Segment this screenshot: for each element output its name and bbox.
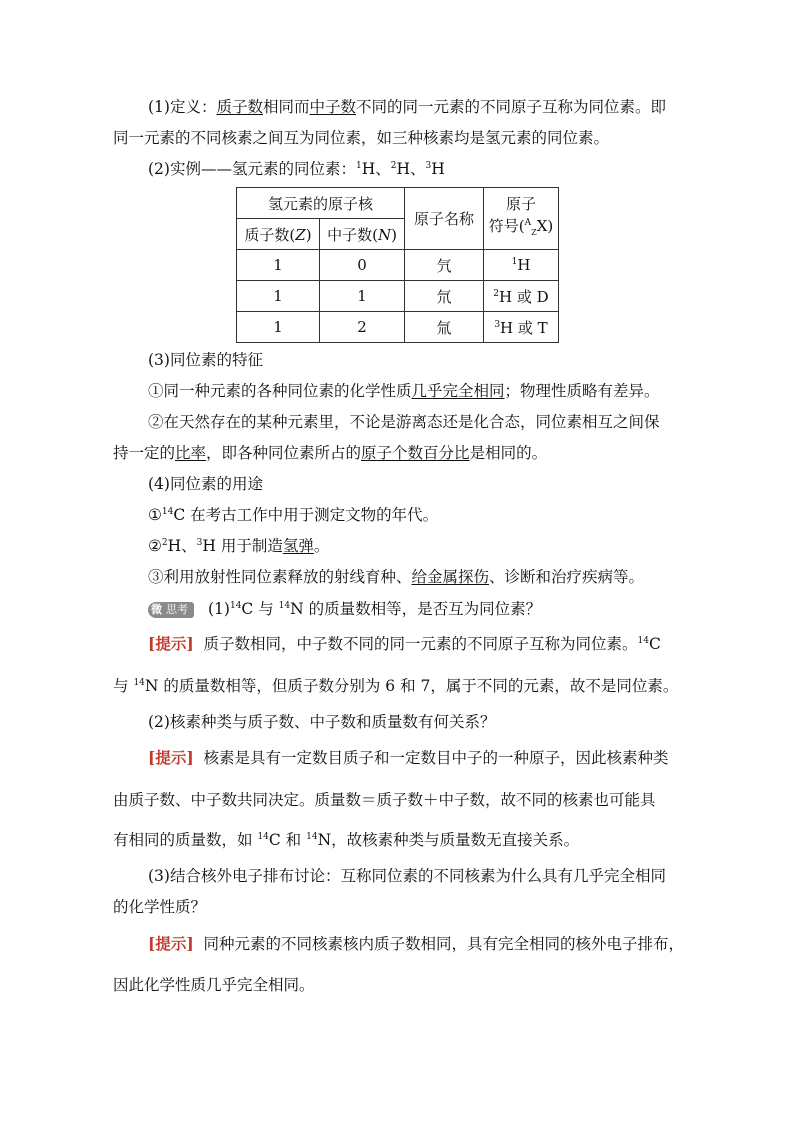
use-2 bbox=[148, 536, 718, 556]
answer-1-line2-pre: 与 bbox=[113, 677, 134, 695]
answer-2-line3-pre: 有相同的质量数，如 bbox=[113, 831, 258, 849]
cell-symbol bbox=[484, 281, 559, 312]
header-proton-count bbox=[237, 219, 320, 250]
table-row bbox=[237, 281, 559, 312]
use-3-underline: 给金属探伤 bbox=[411, 568, 490, 586]
answer-2-line3-post: N，故核素种类与质量数无直接关系。 bbox=[317, 831, 580, 849]
tip-label: [提示] bbox=[148, 934, 194, 953]
use-1-text: C 在考古工作中用于测定文物的年代。 bbox=[173, 506, 439, 524]
definition-rest: 不同的同一元素的不同原子互称为同位素。即 bbox=[356, 98, 667, 116]
answer-2-line-1 bbox=[148, 748, 718, 768]
header-symbol-sup: A bbox=[524, 218, 532, 228]
q1-mid: C 与 bbox=[241, 600, 279, 618]
use-2-mass-1: 2 bbox=[161, 538, 168, 548]
example-text: (2)实例——氢元素的同位素： bbox=[148, 160, 356, 178]
uses-title: (4)同位素的用途 bbox=[148, 475, 263, 493]
cell-name: 氘 bbox=[405, 281, 484, 312]
feature-1-post: ；物理性质略有差异。 bbox=[504, 382, 660, 400]
header-nucleus-group: 氢元素的原子核 bbox=[237, 188, 405, 219]
answer-2-mass-1: 14 bbox=[257, 832, 269, 842]
use-1-mass: 14 bbox=[161, 507, 174, 517]
q1-mass-2: 14 bbox=[278, 601, 291, 611]
header-symbol-post: X) bbox=[536, 217, 554, 235]
header-proton-var: Z bbox=[295, 225, 306, 244]
answer-2-mass-2: 14 bbox=[306, 832, 318, 842]
think-badge-text: 思考 bbox=[166, 603, 188, 616]
features-title: (3)同位素的特征 bbox=[148, 351, 263, 369]
answer-1-mass: 14 bbox=[637, 636, 649, 646]
q1-pre: (1) bbox=[208, 600, 230, 618]
answer-1-text: 质子数相同，中子数不同的同一元素的不同原子互称为同位素。 bbox=[203, 635, 638, 653]
answer-1-line-1 bbox=[148, 634, 718, 654]
header-symbol-sub: Z bbox=[531, 228, 537, 237]
think-badge bbox=[148, 602, 194, 618]
think-question-3-line-2: 的化学性质？ bbox=[113, 898, 207, 916]
cell-name: 氕 bbox=[405, 250, 484, 281]
cell-symbol-mass: 1 bbox=[511, 257, 518, 267]
cell-symbol-text: H bbox=[517, 256, 531, 274]
definition-mid: 相同而 bbox=[262, 98, 310, 116]
answer-3-text: 同种元素的不同核素核内质子数相同，具有完全相同的核外电子排布， bbox=[203, 935, 685, 953]
iso3-symbol: H bbox=[431, 160, 445, 178]
use-3-pre: ③利用放射性同位素释放的射线育种、 bbox=[148, 568, 412, 586]
table-row bbox=[237, 250, 559, 281]
definition-prefix: (1)定义： bbox=[148, 98, 217, 116]
cell-proton: 1 bbox=[237, 281, 320, 312]
answer-2-line-2: 由质子数、中子数共同决定。质量数＝质子数＋中子数，故不同的核素也可能具 bbox=[113, 791, 656, 809]
answer-2-text: 核素是具有一定数目质子和一定数目中子的一种原子，因此核素种类 bbox=[203, 749, 669, 767]
feature-2-line-1: ②在天然存在的某种元素里，不论是游离态还是化合态，同位素相互之间保 bbox=[148, 413, 660, 431]
answer-1-line2-post: N 的质量数相等，但质子数分别为 6 和 7，属于不同的元素，故不是同位素。 bbox=[144, 677, 679, 695]
use-1-pre: ① bbox=[148, 506, 162, 524]
use-3 bbox=[148, 567, 718, 587]
feature-2-line-2 bbox=[113, 443, 683, 463]
answer-1-line-2 bbox=[113, 676, 683, 696]
header-neutron-label: 中子数( bbox=[327, 225, 378, 244]
think-question-3-line-1: (3)结合核外电子排布讨论：互称同位素的不同核素为什么具有几乎完全相同 bbox=[148, 867, 666, 885]
think-question-2: (2)核素种类与质子数、中子数和质量数有何关系？ bbox=[148, 713, 496, 731]
definition-term-proton: 质子数 bbox=[216, 98, 263, 116]
cell-neutron: 1 bbox=[320, 281, 405, 312]
answer-1-symbol: C bbox=[649, 635, 661, 653]
cell-symbol-text: H 或 T bbox=[500, 318, 548, 337]
feature-2-underline-percent: 原子个数百分比 bbox=[361, 444, 470, 462]
feature-2-pre: 持一定的 bbox=[113, 444, 176, 462]
use-2-mass-2: 3 bbox=[196, 538, 203, 548]
cell-symbol-mass: 3 bbox=[494, 319, 501, 330]
feature-2-mid: ，即各种同位素所占的 bbox=[206, 444, 362, 462]
cell-neutron: 0 bbox=[320, 250, 405, 281]
header-symbol-line1: 原子 bbox=[505, 195, 536, 213]
use-2-end: 。 bbox=[313, 537, 330, 555]
q1-mass-1: 14 bbox=[229, 601, 242, 611]
answer-2-mid: C 和 bbox=[268, 831, 307, 849]
use-2-text: H 用于制造 bbox=[202, 537, 283, 555]
cell-symbol bbox=[484, 250, 559, 281]
table-row bbox=[237, 312, 559, 343]
think-question-1 bbox=[148, 599, 718, 619]
cell-symbol bbox=[484, 312, 559, 343]
feature-2-underline-ratio: 比率 bbox=[175, 444, 207, 462]
iso1-symbol: H、 bbox=[361, 160, 391, 178]
cell-proton: 1 bbox=[237, 250, 320, 281]
answer-3-line-2: 因此化学性质几乎完全相同。 bbox=[113, 976, 315, 994]
tip-label: [提示] bbox=[148, 748, 194, 767]
use-2-pre: ② bbox=[148, 537, 162, 555]
feature-1 bbox=[148, 381, 718, 401]
q1-post: N 的质量数相等，是否互为同位素？ bbox=[290, 600, 542, 618]
use-1 bbox=[148, 505, 718, 525]
hydrogen-isotope-table bbox=[236, 187, 559, 343]
cell-proton: 1 bbox=[237, 312, 320, 343]
iso1-mass: 1 bbox=[355, 161, 362, 171]
iso2-mass: 2 bbox=[390, 161, 397, 171]
header-proton-label: 质子数( bbox=[244, 225, 296, 244]
example-line bbox=[148, 159, 718, 179]
think-badge-char: 微 bbox=[151, 603, 162, 616]
header-proton-end: ) bbox=[305, 225, 312, 244]
answer-1-line2-mass: 14 bbox=[133, 678, 145, 688]
feature-2-post: 是相同的。 bbox=[469, 444, 548, 462]
header-neutron-var: N bbox=[377, 225, 392, 244]
header-atom-name: 原子名称 bbox=[405, 188, 484, 250]
use-2-mid: H、 bbox=[167, 537, 197, 555]
definition-line-2: 同一元素的不同核素之间互为同位素，如三种核素均是氢元素的同位素。 bbox=[113, 129, 610, 147]
cell-symbol-mass: 2 bbox=[493, 288, 500, 299]
feature-1-pre: ①同一种元素的各种同位素的化学性质 bbox=[148, 382, 412, 400]
header-neutron-count bbox=[320, 219, 405, 250]
use-2-underline: 氢弹 bbox=[282, 537, 314, 555]
cell-symbol-text: H 或 D bbox=[499, 287, 549, 306]
definition-line-1 bbox=[148, 97, 718, 117]
cell-name: 氚 bbox=[405, 312, 484, 343]
header-symbol-pre: 符号( bbox=[488, 217, 525, 235]
tip-label: [提示] bbox=[148, 634, 194, 653]
header-neutron-end: ) bbox=[391, 225, 397, 244]
answer-3-line-1 bbox=[148, 934, 718, 954]
use-3-post: 、诊断和治疗疾病等。 bbox=[489, 568, 645, 586]
definition-term-neutron: 中子数 bbox=[309, 98, 357, 116]
feature-1-underline: 几乎完全相同 bbox=[411, 382, 505, 400]
iso3-mass: 3 bbox=[425, 161, 432, 171]
answer-2-line-3 bbox=[113, 830, 683, 850]
cell-neutron: 2 bbox=[320, 312, 405, 343]
header-atom-symbol bbox=[484, 188, 559, 250]
iso2-symbol: H、 bbox=[396, 160, 426, 178]
